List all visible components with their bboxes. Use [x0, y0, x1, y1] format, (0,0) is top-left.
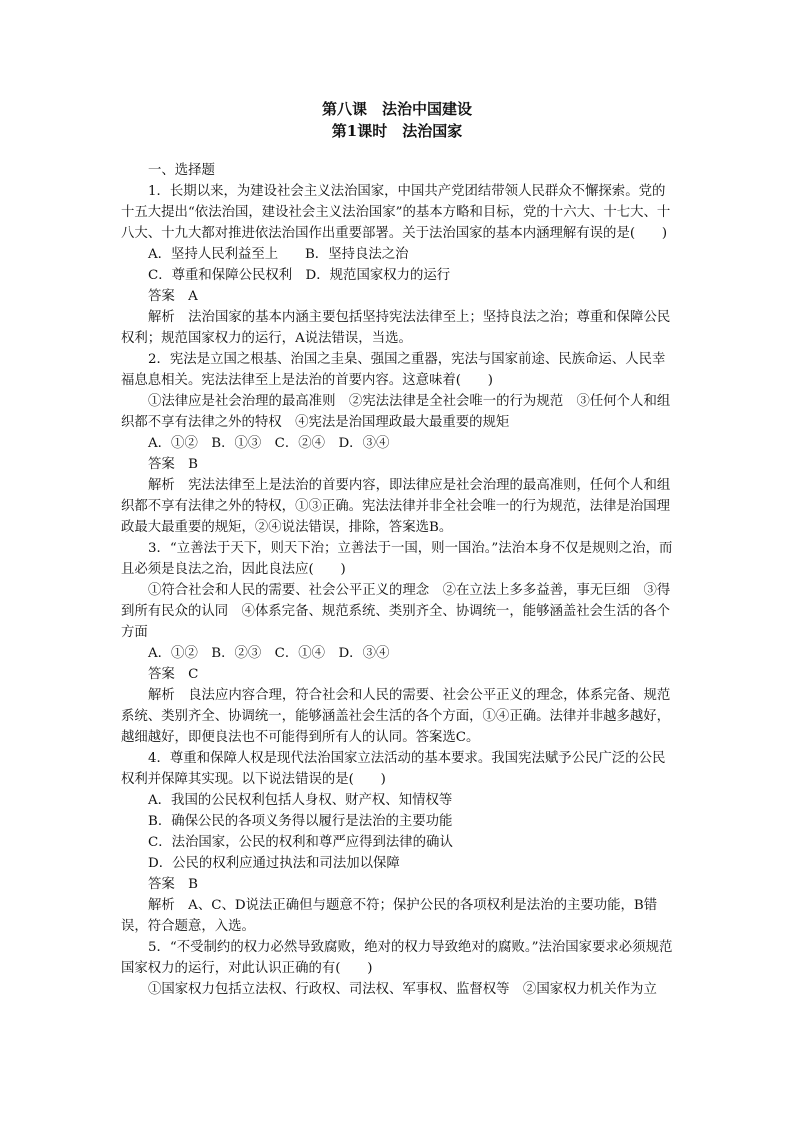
q3-answer: 答案 C: [148, 667, 199, 682]
question-5: 5．“不受制约的权力必然导致腐败，绝对的权力导致绝对的腐败。”法治国家要求必须规范国家权力的运行，对此认识正确的有( ): [121, 940, 673, 976]
q4-option-d: D．公民的权利应通过执法和司法加以保障: [148, 856, 400, 871]
lesson-title: 第八课 法治中国建设: [321, 100, 472, 118]
q1-answer: 答案 A: [148, 289, 198, 304]
q2-answer: 答案 B: [148, 457, 199, 472]
question-1: 1．长期以来，为建设社会主义法治国家，中国共产党团结带领人民群众不懈探索。党的十五大提出“依法治国，建设社会主义法治国家”的基本方略和目标，党的十六大、十七大、十八大、十九大都对推进依法治国作出重要部署。关于法治国家的基本内涵理解有误的是( ): [121, 184, 671, 241]
q3-statements: ①符合社会和人民的需要、社会公平正义的理念 ②在立法上多多益善，事无巨细 ③得到所有民众的认同 ④体系完备、规范系统、类别齐全、协调统一，能够涵盖社会生活的各个方面: [121, 583, 671, 640]
q1-options-ab: A．坚持人民利益至上 B．坚持良法之治: [148, 247, 409, 262]
lesson-subtitle: 第1课时 法治国家: [331, 122, 463, 140]
section-heading: 一、选择题: [148, 163, 215, 178]
q4-option-c: C．法治国家，公民的权利和尊严应得到法律的确认: [148, 835, 453, 850]
q2-explanation: 解析 宪法法律至上是法治的首要内容，即法律应是社会治理的最高准则，任何个人和组织都不享有法律之外的特权，①③正确。宪法法律并非全社会唯一的行为规范，法律是治国理政最大最重要的规矩，②④说法错误，排除，答案选B。: [121, 478, 671, 535]
document-body: [121, 160, 677, 1000]
question-3: 3．“立善法于天下，则天下治；立善法于一国，则一国治。”法治本身不仅是规则之治，而且必须是良法之治，因此良法应( ): [121, 541, 673, 577]
q1-options-cd: C．尊重和保障公民权利 D．规范国家权力的运行: [148, 268, 451, 283]
q4-option-a: A．我国的公民权利包括人身权、财产权、知情权等: [148, 793, 453, 808]
q4-answer: 答案 B: [148, 877, 199, 892]
question-2: 2．宪法是立国之根基、治国之圭臬、强国之重器，宪法与国家前途、民族命运、人民幸福息息相关。宪法法律至上是法治的首要内容。这意味着( ): [121, 352, 666, 388]
q1-explanation: 解析 法治国家的基本内涵主要包括坚持宪法法律至上；坚持良法之治；尊重和保障公民权利；规范国家权力的运行，A说法错误，当选。: [121, 310, 671, 346]
q4-option-b: B．确保公民的各项义务得以履行是法治的主要功能: [148, 814, 453, 829]
question-4: 4．尊重和保障人权是现代法治国家立法活动的基本要求。我国宪法赋予公民广泛的公民权利并保障其实现。以下说法错误的是( ): [121, 751, 666, 787]
q5-statements: ①国家权力包括立法权、行政权、司法权、军事权、监督权等 ②国家权力机关作为立: [148, 982, 657, 997]
q2-statements: ①法律应是社会治理的最高准则 ②宪法法律是全社会唯一的行为规范 ③任何个人和组织都不享有法律之外的特权 ④宪法是治国理政最大最重要的规矩: [121, 394, 671, 430]
q2-options: A．①② B．①③ C．②④ D．③④: [148, 436, 390, 451]
q3-explanation: 解析 良法应内容合理，符合社会和人民的需要、社会公平正义的理念，体系完备、规范系统、类别齐全、协调统一，能够涵盖社会生活的各个方面，①④正确。法律并非越多越好，越细越好，即便良法也不可能得到所有人的认同。答案选C。: [121, 688, 671, 745]
q4-explanation: 解析 A、C、D说法正确但与题意不符；保护公民的各项权利是法治的主要功能，B错误，符合题意，入选。: [121, 898, 658, 934]
q3-options: A．①② B．②③ C．①④ D．③④: [148, 646, 390, 661]
